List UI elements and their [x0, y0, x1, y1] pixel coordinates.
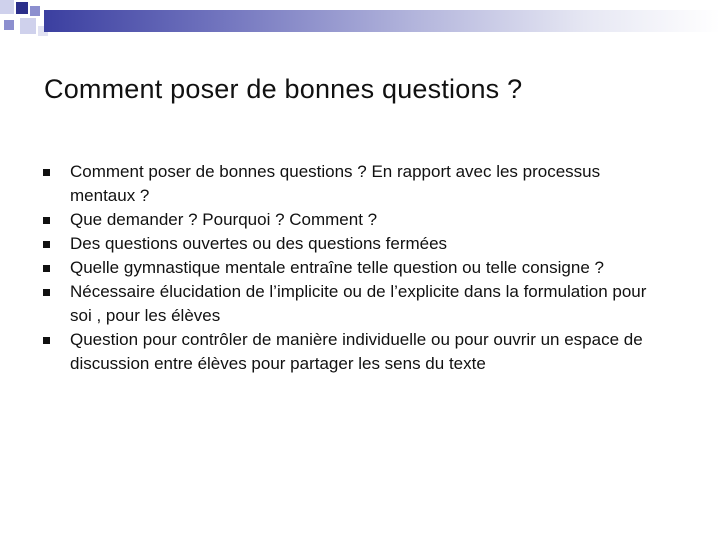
bullet-list: [40, 160, 670, 376]
slide-title: Comment poser de bonnes questions ?: [44, 74, 523, 104]
square-bullet-icon: [43, 241, 50, 248]
bullet-text: Nécessaire élucidation de l’implicite ou de l’explicite dans la formulation pour soi , pour les élèves: [70, 282, 647, 325]
bullet-item: [40, 160, 670, 208]
bullet-text: Des questions ouvertes ou des questions fermées: [70, 234, 448, 253]
bullet-item: [40, 328, 670, 376]
bullet-item: [40, 208, 670, 232]
square-bullet-icon: [43, 169, 50, 176]
bullet-text: Quelle gymnastique mentale entraîne telle question ou telle consigne ?: [70, 258, 604, 277]
bullet-text: Comment poser de bonnes questions ? En rapport avec les processus mentaux ?: [70, 162, 601, 205]
square-dark-1: [16, 2, 28, 14]
square-light-2: [20, 18, 36, 34]
bullet-item: [40, 256, 670, 280]
header-gradient-band: [44, 10, 720, 32]
bullet-text: Question pour contrôler de manière individuelle ou pour ouvrir un espace de discussion entre élèves pour partager les sens du texte: [70, 330, 643, 373]
square-bullet-icon: [43, 337, 50, 344]
square-bullet-icon: [43, 289, 50, 296]
bullet-text: Que demander ? Pourquoi ? Comment ?: [70, 210, 378, 229]
square-light-1: [0, 0, 14, 14]
square-bullet-icon: [43, 217, 50, 224]
bullet-item: [40, 280, 670, 328]
square-bullet-icon: [43, 265, 50, 272]
bullet-item: [40, 232, 670, 256]
square-mid-2: [4, 20, 14, 30]
square-mid-1: [30, 6, 40, 16]
